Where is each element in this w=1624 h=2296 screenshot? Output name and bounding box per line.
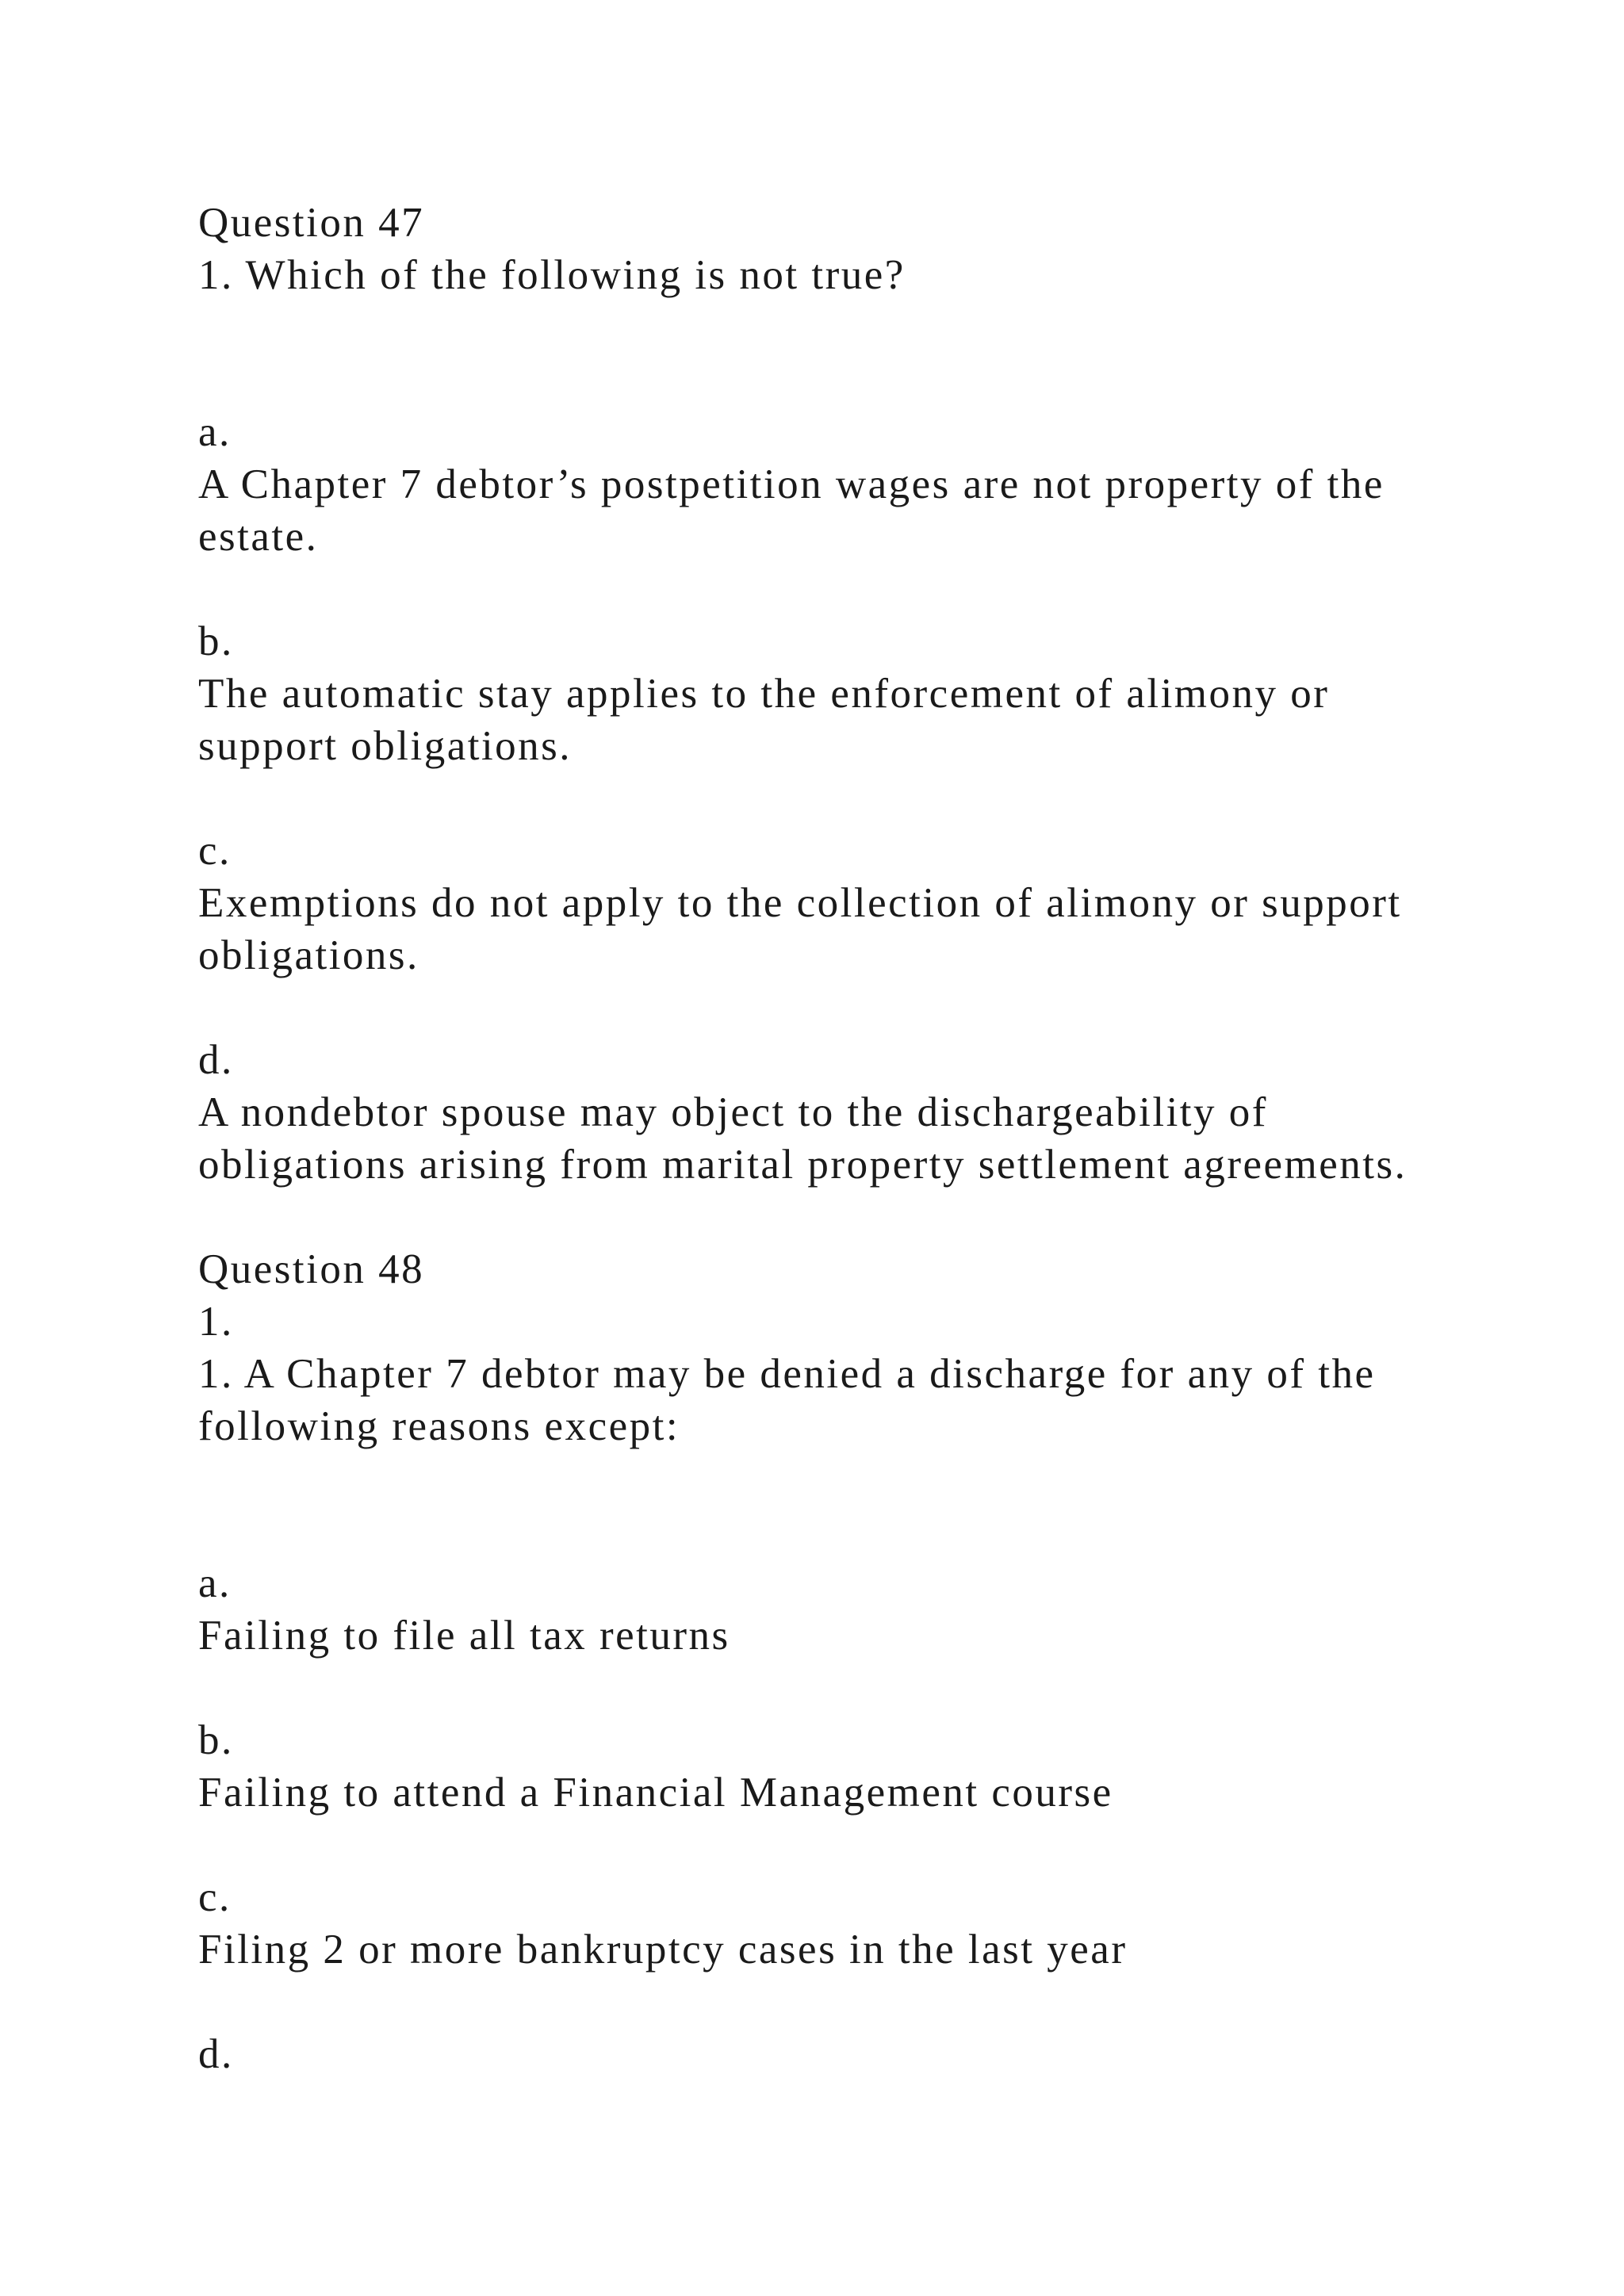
option-c bbox=[198, 825, 1483, 982]
question-prompt: 1. Which of the following is not true? bbox=[198, 252, 906, 298]
option-text: The automatic stay applies to the enforcement of alimony or bbox=[198, 671, 1330, 717]
option-letter: b. bbox=[198, 618, 234, 664]
spacer bbox=[198, 1819, 1483, 1871]
option-text: obligations. bbox=[198, 932, 419, 978]
option-text: Filing 2 or more bankruptcy cases in the last year bbox=[198, 1927, 1128, 1973]
option-text: A nondebtor spouse may object to the dischargeability of bbox=[198, 1089, 1268, 1135]
option-letter: a. bbox=[198, 409, 232, 455]
spacer bbox=[198, 1976, 1483, 2028]
option-d bbox=[198, 1034, 1483, 1191]
question-48 bbox=[198, 1243, 1483, 2080]
option-letter: d. bbox=[198, 1037, 234, 1083]
option-text: Exemptions do not apply to the collection of alimony or support bbox=[198, 880, 1402, 926]
option-letter: c. bbox=[198, 828, 232, 874]
question-prompt: following reasons except: bbox=[198, 1403, 680, 1449]
spacer bbox=[198, 1662, 1483, 1714]
option-text: Failing to file all tax returns bbox=[198, 1613, 730, 1659]
option-c bbox=[198, 1871, 1483, 1976]
option-a bbox=[198, 1557, 1483, 1662]
spacer bbox=[198, 1452, 1483, 1557]
option-letter: d. bbox=[198, 2031, 234, 2077]
spacer bbox=[198, 1191, 1483, 1243]
option-text: Failing to attend a Financial Management course bbox=[198, 1770, 1113, 1816]
option-text: estate. bbox=[198, 514, 319, 560]
spacer bbox=[198, 772, 1483, 825]
option-text: support obligations. bbox=[198, 723, 573, 769]
question-prompt: 1. A Chapter 7 debtor may be denied a discharge for any of the bbox=[198, 1351, 1376, 1397]
spacer bbox=[198, 982, 1483, 1034]
option-a bbox=[198, 406, 1483, 563]
option-text: obligations arising from marital property settlement agreements. bbox=[198, 1142, 1408, 1188]
option-text: A Chapter 7 debtor’s postpetition wages are not property of the bbox=[198, 461, 1385, 507]
question-heading: Question 48 bbox=[198, 1246, 425, 1292]
option-b bbox=[198, 1714, 1483, 1819]
spacer bbox=[198, 301, 1483, 406]
spacer bbox=[198, 563, 1483, 615]
option-letter: b. bbox=[198, 1717, 234, 1763]
option-letter: c. bbox=[198, 1874, 232, 1920]
question-47 bbox=[198, 197, 1483, 1243]
question-number: 1. bbox=[198, 1299, 234, 1345]
question-heading: Question 47 bbox=[198, 200, 425, 246]
option-letter: a. bbox=[198, 1560, 232, 1606]
option-d bbox=[198, 2028, 1483, 2080]
document-body bbox=[198, 197, 1483, 2080]
option-b bbox=[198, 615, 1483, 772]
